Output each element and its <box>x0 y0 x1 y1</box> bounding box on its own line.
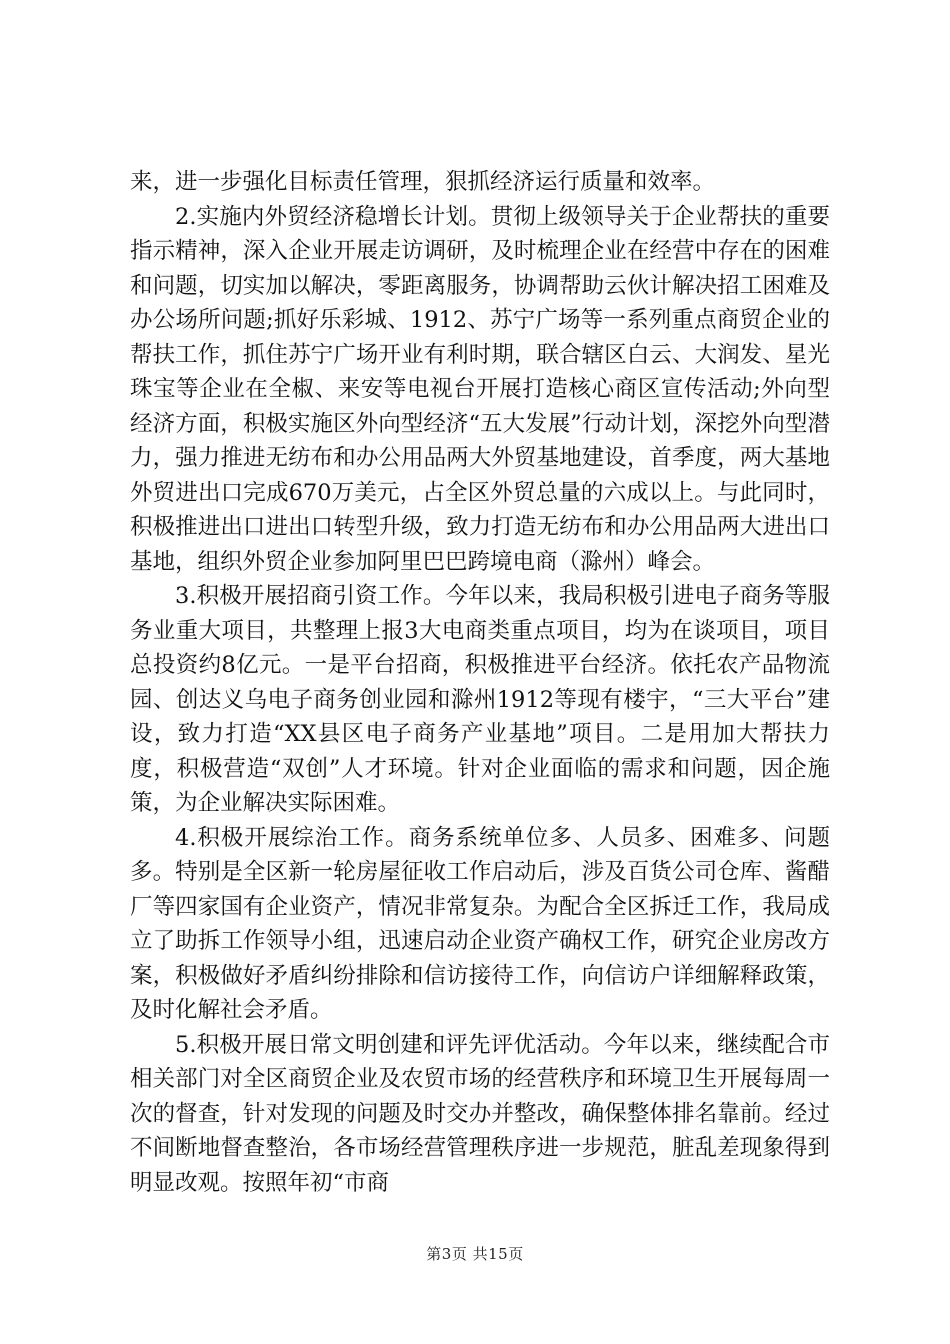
page-footer: 第3页 共15页 <box>426 1245 524 1263</box>
paragraph-item-5: 5.积极开展日常文明创建和评先评优活动。今年以来，继续配合市相关部门对全区商贸企业及农贸市场的经营秩序和环境卫生开展每周一次的督查，针对发现的问题及时交办并整改，确保整体排名靠前。经过不间断地督查整治，各市场经营管理秩序进一步规范，脏乱差现象得到明显改观。按照年初“市商 <box>130 1031 830 1196</box>
paragraph-item-3: 3.积极开展招商引资工作。今年以来，我局积极引进电子商务等服务业重大项目，共整理上报3大电商类重点项目，均为在谈项目，项目总投资约8亿元。一是平台招商，积极推进平台经济。依托农产品物流园、创达义乌电子商务创业园和滁州1912等现有楼宇，“三大平台”建设，致力打造“XX县区电子商务产业基地”项目。二是用加大帮扶力度，积极营造“双创”人才环境。针对企业面临的需求和问题，因企施策，为企业解决实际困难。 <box>130 583 830 816</box>
paragraph-item-2: 2.实施内外贸经济稳增长计划。贯彻上级领导关于企业帮扶的重要指示精神，深入企业开展走访调研，及时梳理企业在经营中存在的困难和问题，切实加以解决，零距离服务，协调帮助云伙计解决招工困难及办公场所问题;抓好乐彩城、1912、苏宁广场等一系列重点商贸企业的帮扶工作，抓住苏宁广场开业有利时期，联合辖区白云、大润发、星光珠宝等企业在全椒、来安等电视台开展打造核心商区宣传活动;外向型经济方面，积极实施区外向型经济“五大发展”行动计划，深挖外向型潜力，强力推进无纺布和办公用品两大外贸基地建设，首季度，两大基地外贸进出口完成670万美元，占全区外贸总量的六成以上。与此同时，积极推进出口进出口转型升级，致力打造无纺布和办公用品两大进出口基地，组织外贸企业参加阿里巴巴跨境电商（滁州）峰会。 <box>130 203 830 575</box>
paragraph-item-4: 4.积极开展综治工作。商务系统单位多、人员多、困难多、问题多。特别是全区新一轮房屋征收工作启动后，涉及百货公司仓库、酱醋厂等四家国有企业资产，情况非常复杂。为配合全区拆迁工作，我局成立了助拆工作领导小组，迅速启动企业资产确权工作，研究企业房改方案，积极做好矛盾纠纷排除和信访接待工作，向信访户详细解释政策，及时化解社会矛盾。 <box>130 824 830 1023</box>
document-body <box>130 165 830 1200</box>
paragraph-continuation: 来，进一步强化目标责任管理，狠抓经济运行质量和效率。 <box>130 169 716 195</box>
